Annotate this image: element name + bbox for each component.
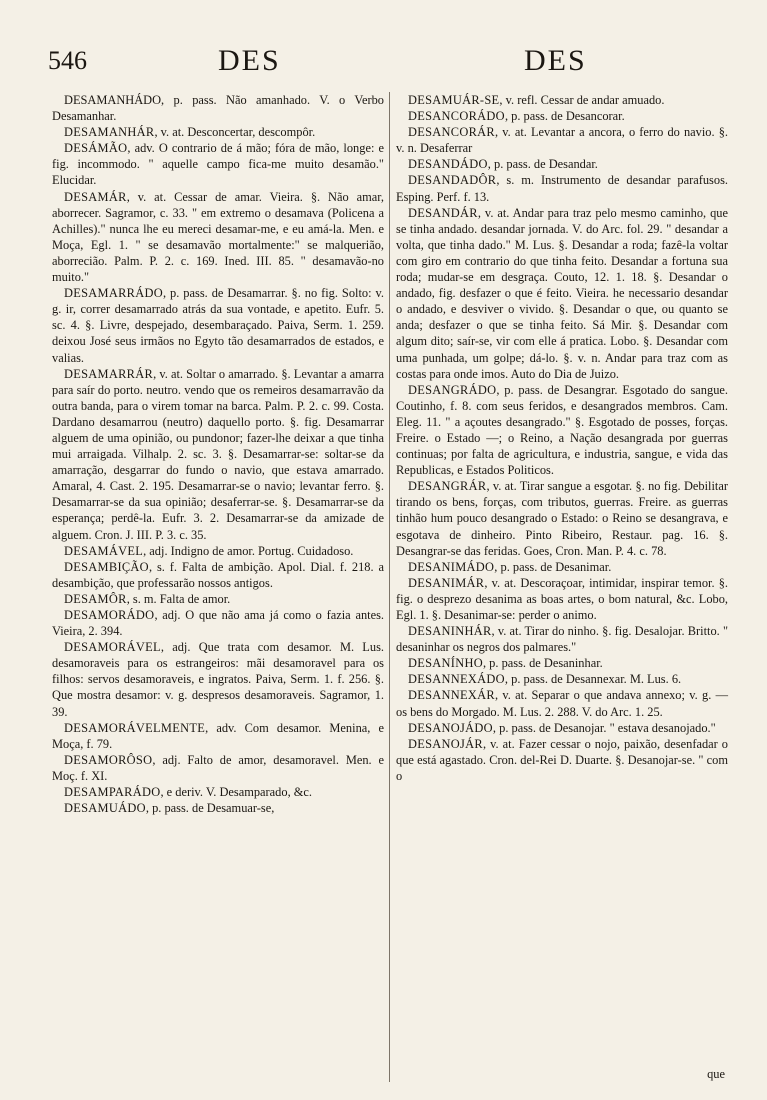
- entry-definition: , s. m. Instrumento de desandar parafusos. Esping. Perf. f. 13.: [396, 173, 728, 204]
- entry-definition: DESAMANHÁDO, p. pass. Não amanhado. V. o Verbo Desamanhar.: [52, 93, 384, 124]
- entry-headword: DESAMBIÇÃO: [64, 559, 149, 574]
- dictionary-entry: [396, 559, 728, 575]
- dictionary-entry: [52, 752, 384, 784]
- dictionary-entry: [52, 140, 384, 188]
- left-column: [52, 92, 384, 816]
- dictionary-entry: [396, 575, 728, 623]
- entry-definition: , v. at. Andar para traz pelo mesmo caminho, que se tinha andado. desandar jornada. V. do Arc. fol. 29. " desandar a volta, que tinha dado." M. Lus. §. Desandar a roda; fazê-la voltar com giro em contrario do que tinha feito. Desandar a fortuna sua roda; mudar-se em desgraça. Couto, 12. 1. 18. §. Desandar o andado, fig. desfazer o que é feito. Vieira. he necessario desandar o andado, e desviver o vivido. §. Desandar o que, ou quanto se anda; desfazer o que se tinha feito. Sá Mir. §. Desandar com algum dito; saír-se, vir com elle á pratica. Lobo. §. Desandar com uma punhada, um golpe; dá-lo. §. v. n. Andar para traz com as costas para onde imos. Auto do Dia de Juizo.: [396, 205, 728, 381]
- dictionary-entry: [396, 382, 728, 479]
- entry-definition: , v. at. Separar o que andava annexo; v. g. — os bens do Morgado. M. Lus. 2. 288. V. do Arc. 1. 25.: [396, 688, 728, 719]
- entry-definition: , v. at. Tirar do ninho. §. fig. Desalojar. Britto. " desaninhar os negros dos palmares.": [396, 624, 728, 655]
- dictionary-entry: [396, 736, 728, 784]
- entry-headword: DESAMORÁDO: [64, 608, 155, 622]
- entry-definition: , v. at. Tirar sangue a esgotar. §. no fig. Debilitar tirando os bens, forças, com tributos, guerras. Freire. as guerras tinhão hum pouco desangrado o Estado: o Reino se desangrava, e esgotava de dinheiro. Pinto Ribeiro, Restaur. pag. 16. §. Desangrar-se das feridas. Goes, Cron. Man. P. 4. c. 78.: [396, 479, 728, 558]
- dictionary-entry: [52, 559, 384, 591]
- right-column: [396, 92, 728, 784]
- entry-headword: DESANDÁR: [408, 205, 478, 220]
- entry-headword: DESANCORÁDO: [408, 109, 505, 124]
- catchword: que: [707, 1067, 725, 1081]
- running-head-left: DES: [218, 44, 281, 77]
- entry-definition: , adj. Indigno de amor. Portug. Cuidadoso.: [143, 543, 354, 558]
- entry-headword: DESANIMÁDO: [408, 559, 495, 574]
- entry-headword: DESANGRÁDO: [408, 382, 497, 397]
- entry-definition: , adv. O contrario de á mão; fóra de mão, longe: e fig. incommodo. " aquelle campo fica-me muito desamão." Elucidar.: [52, 141, 384, 188]
- entry-definition: , adj. O que não ama já como o fazia antes. Vieira, 2. 394.: [52, 608, 384, 639]
- dictionary-entry: [396, 478, 728, 558]
- dictionary-entry: [396, 205, 728, 382]
- entry-definition: , adv. Com desamor. Menina, e Moça, f. 79.: [52, 720, 384, 751]
- dictionary-entry: [52, 124, 384, 140]
- entry-headword: DESAMUÁR-SE: [408, 93, 500, 107]
- dictionary-entry: [52, 366, 384, 543]
- entry-headword: DESAMARRÁDO: [64, 286, 163, 301]
- dictionary-entry: [52, 591, 384, 607]
- entry-definition: , v. at. Soltar o amarrado. §. Levantar a amarra para saír do porto. neutro. vendo que os remeiros desamarravão da outra banda, para o virem tomar na barca. Palm. P. 2. c. 99. Costa. Dardano desamarrou (neutro) daquello porto. §. fig. Desamarrar alguem de uma opinião, ou pundonor; fazer-lhe deixar a que tinha mui arraigada. Vilhalp. 2. sc. 3. §. Desamarrar-se: soltar-se da amarração, desgarrar do fundo o navio, que estava amarrado. Amaral, 4. Cast. 2. 195. Desamarrar-se o navio; levantar ferro. §. Desamarrar-se da sua opinião; desaferrar-se. §. Desamarrar-se da esperança; perdê-la. Eufr. 3. 2. Desamarrar-se da amizade de alguem. Cron. J. III. P. 3. c. 35.: [52, 366, 384, 542]
- entry-definition: , p. pass. de Desanojar. " estava desanojado.": [492, 720, 716, 735]
- entry-headword: DESANOJÁR: [408, 736, 483, 751]
- entry-headword: DESANCORÁR: [408, 125, 495, 140]
- dictionary-entry: [52, 639, 384, 719]
- entry-definition: , p. pass. de Desanimar.: [494, 559, 612, 574]
- entry-definition: , p. pass. de Desamarrar. §. no fig. Solto: v. g. ir, correr desamarrado atrás da sua vontade, e apetito. Eufr. 5. sc. 4. §. Livre, despejado, desembaraçado. Paiva, Serm. 1. 259. deixou José seus irmãos no Egyto tão desamarrados de estados, e valias.: [52, 286, 384, 365]
- dictionary-entry: [396, 92, 728, 108]
- entry-definition: , e deriv. V. Desamparado, &c.: [160, 785, 312, 800]
- entry-definition: , adj. Falto de amor, desamoravel. Men. e Moç. f. XI.: [52, 752, 384, 783]
- entry-definition: , p. pass. de Desamuar-se,: [145, 801, 275, 816]
- entry-definition: , adj. Que trata com desamor. M. Lus. desamoraveis para os estrangeiros: mãi desamoravel para os filhos: servos desamoraveis, e ingratos. Paiva, Serm. 1. f. 256. §. Que mostra desamor: v. g. despresos desamoraveis. Sagramor, 1. 39.: [52, 640, 384, 719]
- entry-definition: , s. f. Falta de ambição. Apol. Dial. f. 218. a desambição, que professarão nossos antigos.: [52, 559, 384, 590]
- entry-definition: , p. pass. de Desannexar. M. Lus. 6.: [504, 672, 682, 687]
- entry-headword: DESAMORÁVEL: [64, 640, 161, 655]
- page-header: [48, 40, 731, 90]
- dictionary-entry: [52, 607, 384, 639]
- entry-headword: DESANGRÁR: [408, 479, 487, 494]
- entry-headword: DESANNEXÁDO: [408, 672, 505, 687]
- entry-headword: DESANNEXÁR: [408, 688, 495, 703]
- entry-definition: , p. pass. de Desandar.: [487, 157, 598, 172]
- dictionary-entry: [396, 172, 728, 204]
- dictionary-entry: [396, 655, 728, 671]
- dictionary-entry: [52, 800, 384, 816]
- entry-definition: , p. pass. de Desancorar.: [504, 109, 625, 124]
- dictionary-entry: [396, 623, 728, 655]
- page-number: 546: [48, 46, 87, 75]
- dictionary-entry: [52, 92, 384, 124]
- dictionary-entry: [396, 108, 728, 124]
- entry-definition: , v. at. Fazer cessar o nojo, paixão, desenfadar o que está agastado. Cron. del-Rei D. Duarte. §. Desanojar-se. " com o: [396, 736, 728, 783]
- entry-definition: , v. at. Descoraçoar, intimidar, inspirar temor. §. fig. o desprezo desanima as boas artes, o bom natural, &c. Lobo, Egl. 1. §. Desanimar-se: perder o animo.: [396, 575, 728, 622]
- entry-headword: DESAMPARÁDO: [64, 785, 161, 800]
- entry-headword: DESAMORÁVELMENTE: [64, 720, 206, 735]
- entry-headword: DESANDADÔR: [408, 173, 497, 188]
- entry-headword: DESANINHÁR: [408, 624, 492, 639]
- dictionary-entry: [396, 156, 728, 172]
- entry-definition: , v. at. Desconcertar, descompôr.: [154, 125, 316, 140]
- dictionary-entry: [52, 720, 384, 752]
- entry-definition: , p. pass. de Desaninhar.: [482, 656, 603, 671]
- entry-headword: DESAMARRÁR: [64, 366, 154, 381]
- entry-definition: , v. at. Cessar de amar. Vieira. §. Não amar, aborrecer. Sagramor, c. 33. " em extremo o desamava (Policena a Achilles)." nunca lhe eu mereci desamar-me, e eu amá-la. Men. e Moça, Egl. 1. " se desamavão mortalmente:" se malquerião, aborrecião. Palm. P. 2. c. 169. Ined. III. 85. " desamavão-no muito.": [52, 189, 384, 285]
- entry-headword: DESANOJÁDO: [408, 720, 493, 735]
- running-head-right: DES: [524, 44, 587, 77]
- entry-headword: DESAMÔR: [64, 591, 127, 606]
- dictionary-entry: [396, 671, 728, 687]
- entry-headword: DESANDÁDO: [408, 157, 488, 172]
- entry-headword: DESAMORÔSO: [64, 752, 153, 767]
- dictionary-entry: [52, 784, 384, 800]
- entry-definition: , s. m. Falta de amor.: [126, 591, 231, 606]
- column-divider: [389, 92, 390, 1082]
- dictionary-entry: [396, 720, 728, 736]
- entry-headword: DESÁMÃO: [64, 141, 128, 156]
- dictionary-columns: [52, 92, 729, 1082]
- entry-headword: DESAMANHÁR: [64, 125, 155, 140]
- entry-definition: , p. pass. de Desangrar. Esgotado do sangue. Coutinho, f. 8. com seus feridos, e desangrados membros. Cam. Eleg. 11. " a açoutes desangrado." §. Esgotado de posses, forças. Freire. o Estado —; o Reino, a Nação desangrada por guerras continuas; por falta de agricultura, e industria, sangue, e vida das Republicas, e Estados Politicos.: [396, 382, 728, 478]
- entry-definition: , v. at. Levantar a ancora, o ferro do navio. §. v. n. Desaferrar: [396, 125, 728, 156]
- entry-headword: DESAMUÁDO: [64, 801, 146, 816]
- entry-headword: DESANIMÁR: [408, 575, 485, 590]
- dictionary-entry: [396, 124, 728, 156]
- entry-headword: DESANÍNHO: [408, 656, 483, 671]
- dictionary-entry: [52, 543, 384, 559]
- dictionary-entry: [396, 687, 728, 719]
- dictionary-entry: [52, 189, 384, 286]
- entry-headword: DESAMÁVEL: [64, 543, 144, 558]
- entry-headword: DESAMÁR: [64, 189, 127, 204]
- entry-definition: , v. refl. Cessar de andar amuado.: [499, 93, 665, 107]
- dictionary-entry: [52, 285, 384, 365]
